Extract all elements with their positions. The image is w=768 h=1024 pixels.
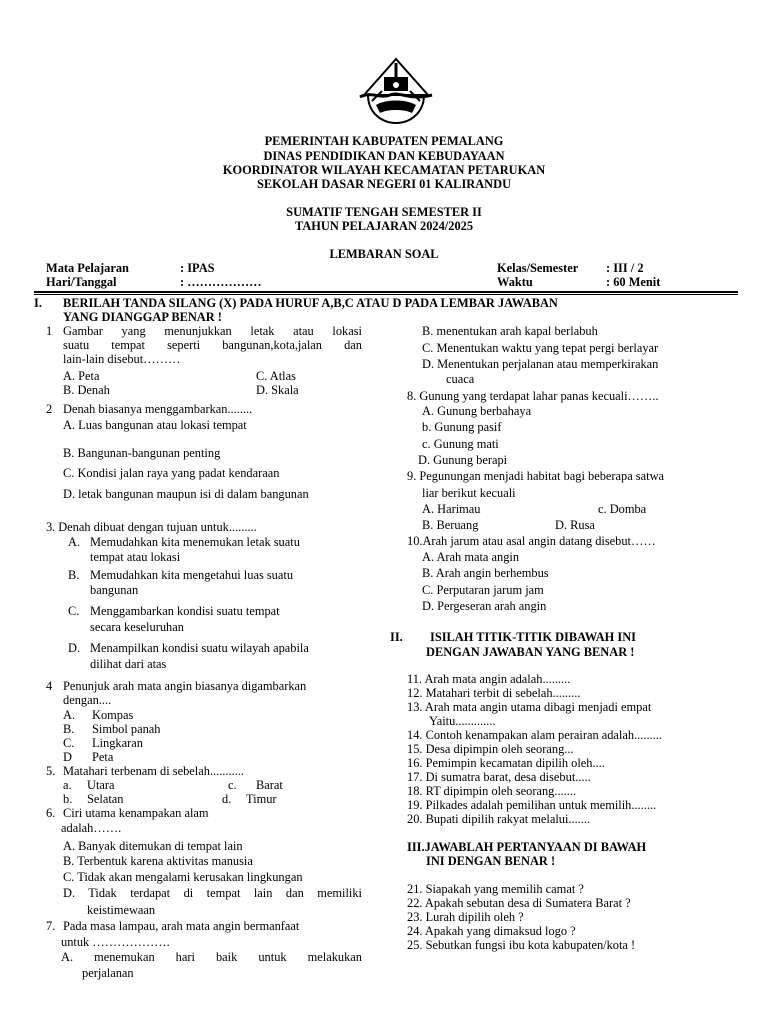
fill-item: 18. RT dipimpin oleh seorang....... — [407, 784, 577, 798]
q4-option-b: Simbol panah — [92, 722, 161, 736]
divider-line — [34, 291, 738, 293]
q2-option-a: A. Luas bangunan atau lokasi tempat — [63, 418, 247, 432]
fill-item: 19. Pilkades adalah pemilihan untuk memilih........ — [407, 798, 657, 812]
q5-number: 5. — [46, 764, 56, 778]
q6-text-1: Ciri utama kenampakan alam — [63, 806, 209, 820]
q1-text-3: lain-lain disebut……… — [63, 352, 181, 366]
q5-option-b-label: b. — [63, 792, 73, 806]
exam-year: TAHUN PELAJARAN 2024/2025 — [294, 219, 474, 233]
q7-option-b: B. menentukan arah kapal berlabuh — [422, 324, 598, 338]
q4-option-d-label: D — [63, 750, 72, 764]
q1-option-b: B. Denah — [63, 383, 110, 397]
q9-option-b: B. Beruang — [422, 518, 479, 532]
q3-option-d-1: Menampilkan kondisi suatu wilayah apabila — [90, 641, 309, 655]
q5-option-a-label: a. — [63, 778, 72, 792]
fill-item-continued: Yaitu............. — [429, 714, 496, 728]
fill-item: 12. Matahari terbit di sebelah......... — [407, 686, 581, 700]
q4-option-c: Lingkaran — [92, 736, 143, 750]
section-2-title-2: DENGAN JAWABAN YANG BENAR ! — [426, 645, 635, 659]
q3-option-a-1: Memudahkan kita menemukan letak suatu — [90, 535, 300, 549]
q9-text-2: liar berikut kecuali — [422, 486, 516, 500]
time-value: : 60 Menit — [606, 275, 661, 289]
q2-option-b: B. Bangunan-bangunan penting — [63, 446, 221, 460]
subject-value: : IPAS — [180, 261, 215, 275]
q2-number: 2 — [46, 402, 53, 416]
q3-option-b-2: bangunan — [90, 583, 139, 597]
date-label: Hari/Tanggal — [46, 275, 117, 289]
q7-number: 7. — [46, 919, 56, 933]
section-3-title: III.JAWABLAH PERTANYAAN DI BAWAH — [407, 840, 647, 854]
section-3-title-2: INI DENGAN BENAR ! — [426, 854, 556, 868]
class-label: Kelas/Semester — [497, 261, 579, 275]
q8-text: 8. Gunung yang terdapat lahar panas kecuali…….. — [407, 389, 659, 403]
regency-emblem-logo — [358, 55, 434, 127]
fill-item: 14. Contoh kenampakan alam perairan adalah......... — [407, 728, 662, 742]
q3-option-b-1: Memudahkan kita mengetahui luas suatu — [90, 568, 294, 582]
q2-text: Denah biasanya menggambarkan........ — [63, 402, 253, 416]
sheet-title: LEMBARAN SOAL — [329, 247, 439, 261]
q2-option-d: D. letak bangunan maupun isi di dalam bangunan — [63, 487, 309, 501]
q6-option-c: C. Tidak akan mengalami kerusakan lingkungan — [63, 870, 303, 884]
q6-option-a: A. Banyak ditemukan di tempat lain — [63, 839, 243, 853]
section-1-title: BERILAH TANDA SILANG (X) PADA HURUF A,B,C ATAU D PADA LEMBAR JAWABAN — [63, 296, 558, 310]
q5-option-d: Timur — [246, 792, 277, 806]
q7-option-a-1: A. menemukan hari baik untuk melakukan — [61, 950, 362, 964]
header-line-3: KOORDINATOR WILAYAH KECAMATAN PETARUKAN — [222, 163, 546, 177]
q5-text: Matahari terbenam di sebelah........... — [63, 764, 244, 778]
essay-item: 21. Siapakah yang memilih camat ? — [407, 882, 584, 896]
q7-option-a-2: perjalanan — [82, 966, 134, 980]
q4-option-c-label: C. — [63, 736, 75, 750]
subject-label: Mata Pelajaran — [46, 261, 129, 275]
essay-item: 23. Lurah dipilih oleh ? — [407, 910, 524, 924]
essay-item: 25. Sebutkan fungsi ibu kota kabupaten/kota ! — [407, 938, 636, 952]
q3-option-d-label: D. — [68, 641, 81, 655]
q6-text-2: adalah……. — [61, 821, 122, 835]
time-label: Waktu — [497, 275, 533, 289]
section-1-number: I. — [34, 296, 42, 310]
q8-option-d: D. Gunung berapi — [418, 453, 508, 467]
fill-item: 16. Pemimpin kecamatan dipilih oleh.... — [407, 756, 605, 770]
divider-line-thin — [34, 294, 738, 295]
q9-text-1: 9. Pegunungan menjadi habitat bagi beberapa satwa — [407, 469, 665, 483]
exam-title: SUMATIF TENGAH SEMESTER II — [286, 205, 482, 219]
q3-option-c-label: C. — [68, 604, 80, 618]
q3-option-b-label: B. — [68, 568, 80, 582]
q4-option-d: Peta — [92, 750, 114, 764]
q4-text-1: Penunjuk arah mata angin biasanya digambarkan — [63, 679, 307, 693]
q6-option-d-2: keistimewaan — [87, 903, 156, 917]
fill-item: 17. Di sumatra barat, desa disebut..... — [407, 770, 591, 784]
q5-option-c: Barat — [256, 778, 283, 792]
q3-number: 3 — [46, 520, 53, 534]
section-2-number: II. — [390, 630, 403, 644]
q7-text-1: Pada masa lampau, arah mata angin bermanfaat — [63, 919, 300, 933]
q4-option-a: Kompas — [92, 708, 134, 722]
q6-number: 6. — [46, 806, 56, 820]
q10-option-b: B. Arah angin berhembus — [422, 566, 549, 580]
section-1-title-2: YANG DIANGGAP BENAR ! — [63, 310, 222, 324]
q4-text-2: dengan.... — [63, 693, 112, 707]
q8-option-c: c. Gunung mati — [422, 437, 499, 451]
date-value: : ……………… — [180, 275, 262, 289]
fill-item: 15. Desa dipimpin oleh seorang... — [407, 742, 574, 756]
q9-option-c: c. Domba — [598, 502, 647, 516]
q1-option-c: C. Atlas — [256, 369, 296, 383]
section-2-title: ISILAH TITIK-TITIK DIBAWAH INI — [430, 630, 637, 644]
q5-option-a: Utara — [87, 778, 115, 792]
q3-option-d-2: dilihat dari atas — [90, 657, 167, 671]
header-line-2: DINAS PENDIDIKAN DAN KEBUDAYAAN — [263, 149, 505, 163]
q10-text: 10.Arah jarum atau asal angin datang disebut…… — [407, 534, 656, 548]
q6-option-b: B. Terbentuk karena aktivitas manusia — [63, 854, 253, 868]
q1-option-d: D. Skala — [256, 383, 299, 397]
q5-option-d-label: d. — [222, 792, 232, 806]
q10-option-a: A. Arah mata angin — [422, 550, 520, 564]
fill-item: 20. Bupati dipilih rakyat melalui....... — [407, 812, 591, 826]
q7-text-2: untuk ………………. — [61, 935, 170, 949]
essay-item: 22. Apakah sebutan desa di Sumatera Barat ? — [407, 896, 631, 910]
q5-option-b: Selatan — [87, 792, 124, 806]
q3-option-a-label: A. — [68, 535, 81, 549]
q10-option-d: D. Pergeseran arah angin — [422, 599, 547, 613]
q6-option-d-1: D. Tidak terdapat di tempat lain dan memiliki — [63, 886, 362, 900]
header-line-4: SEKOLAH DASAR NEGERI 01 KALIRANDU — [256, 177, 512, 191]
q10-option-c: C. Perputaran jarum jam — [422, 583, 544, 597]
q4-option-a-label: A. — [63, 708, 76, 722]
q2-option-c: C. Kondisi jalan raya yang padat kendaraan — [63, 466, 280, 480]
q1-number: 1 — [46, 324, 53, 338]
header-line-1: PEMERINTAH KABUPATEN PEMALANG — [264, 134, 504, 148]
fill-item: 11. Arah mata angin adalah......... — [407, 672, 571, 686]
fill-item: 13. Arah mata angin utama dibagi menjadi empat — [407, 700, 652, 714]
q1-text-2: suatu tempat seperti bangunan,kota,jalan dan — [63, 338, 362, 352]
q7-option-d-1: D. Menentukan perjalanan atau memperkirakan — [422, 357, 659, 371]
q8-option-b: b. Gunung pasif — [422, 420, 502, 434]
q3-option-c-2: secara keseluruhan — [90, 620, 184, 634]
q3-option-c-1: Menggambarkan kondisi suatu tempat — [90, 604, 280, 618]
q9-option-d: D. Rusa — [555, 518, 595, 532]
q1-text-1: Gambar yang menunjukkan letak atau lokasi — [63, 324, 362, 338]
q5-option-c-label: c. — [228, 778, 237, 792]
q7-option-c: C. Menentukan waktu yang tepat pergi berlayar — [422, 341, 659, 355]
q9-option-a: A. Harimau — [422, 502, 481, 516]
q1-option-a: A. Peta — [63, 369, 100, 383]
class-value: : III / 2 — [606, 261, 644, 275]
q8-option-a: A. Gunung berbahaya — [422, 404, 532, 418]
q3-text: . Denah dibuat dengan tujuan untuk......... — [52, 520, 257, 534]
q7-option-d-2: cuaca — [446, 372, 475, 386]
q4-option-b-label: B. — [63, 722, 75, 736]
essay-item: 24. Apakah yang dimaksud logo ? — [407, 924, 576, 938]
q3-option-a-2: tempat atau lokasi — [90, 550, 181, 564]
q4-number: 4 — [46, 679, 53, 693]
